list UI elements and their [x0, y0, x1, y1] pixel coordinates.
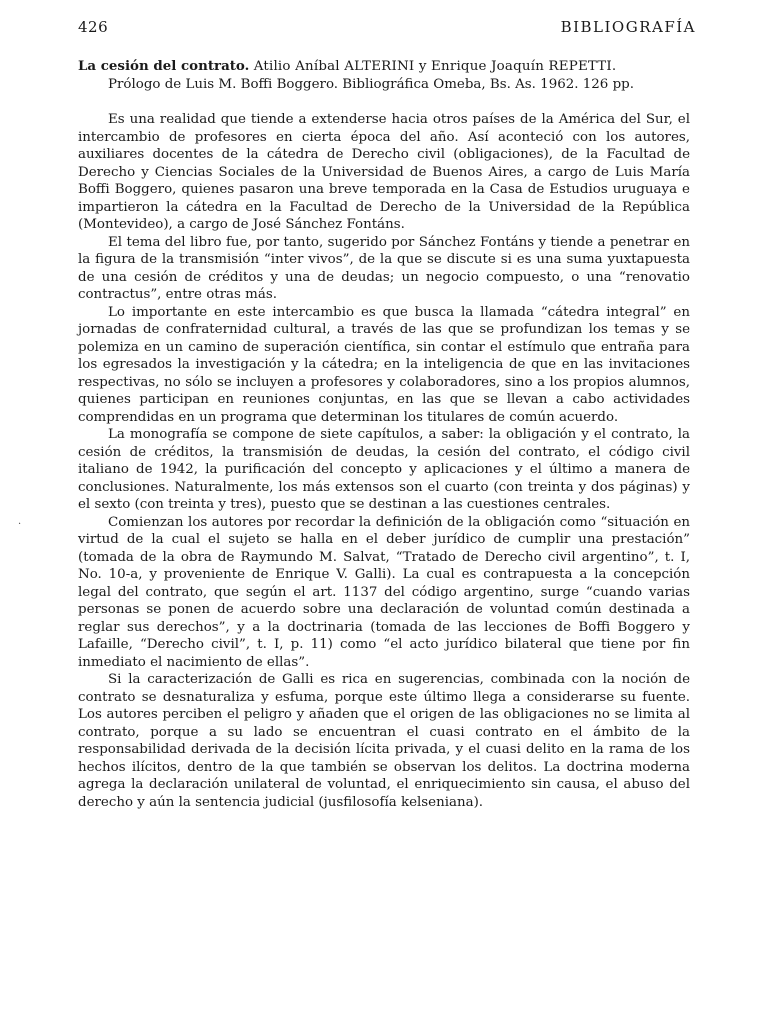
paragraph: El tema del libro fue, por tanto, sugerido por Sánchez Fontáns y tiende a penetrar en la figura de la transmisión “inter vivos”, de la que se discute si es una suma yuxtapuesta de una cesión de créditos y una de deudas; un negocio compuesto, o una “renovatio contractus”, entre otras más. [78, 234, 690, 302]
book-publication: Prólogo de Luis M. Boffi Boggero. Bibliográfica Omeba, Bs. As. 1962. 126 pp. [108, 76, 634, 92]
review-body [78, 111, 690, 811]
paragraph: Si la caracterización de Galli es rica en sugerencias, combinada con la noción de contrato se desnaturaliza y esfuma, porque este último llega a considerarse su fuente. Los autores perciben el peligro y añaden que el origen de las obligaciones no se limita al contrato, porque a su lado se encuentran el cuasi contrato en el ámbito de la responsabilidad derivada de la decisión lícita privada, y el cuasi delito en la rama de los hechos ilícitos, dentro de la que también se observan los delitos. La doctrina moderna agrega la declaración unilateral de voluntad, el enriquecimiento sin causa, el abuso del derecho y aún la sentencia judicial (jusfilosofía kelseniana). [78, 672, 690, 810]
paragraph: Es una realidad que tiende a extenderse hacia otros países de la América del Sur, el intercambio de profesores en cierta época del año. Así aconteció con los autores, auxiliares docentes de la cátedra de Derecho civil (obligaciones), de la Facultad de Derecho y Ciencias Sociales de la Universidad de Buenos Aires, a cargo de Luis María Boffi Boggero, quienes pasaron una breve temporada en la Casa de Estudios uruguaya e impartieron la cátedra en la Facultad de Derecho de la Universidad de la República (Montevideo), a cargo de José Sánchez Fontáns. [78, 112, 690, 232]
book-title: La cesión del contrato. [78, 58, 250, 74]
margin-mark: · [18, 519, 22, 530]
book-citation [78, 58, 690, 93]
page-number: 426 [78, 18, 109, 36]
paragraph: Comienzan los autores por recordar la definición de la obligación como “situación en virtud de la cual el sujeto se halla en el deber jurídico de cumplir una prestación” (tomada de la obra de Raymundo M. Salvat, “Tratado de Derecho civil argentino”, t. I, No. 10-a, y proveniente de Enrique V. Galli). La cual es contrapuesta a la concepción legal del contrato, que según el art. 1137 del código argentino, surge “cuando varias personas se ponen de acuerdo sobre una declaración de voluntad común destinada a reglar sus derechos”, y a la doctrinaria (tomada de las lecciones de Boffi Boggero y Lafaille, “Derecho civil”, t. I, p. 11) como “el acto jurídico bilateral que tiene por fin inmediato el nacimiento de ellas”. [78, 514, 690, 670]
paragraph: Lo importante en este intercambio es que busca la llamada “cátedra integral” en jornadas de confraternidad cultural, a través de las que se profundizan los temas y se polemiza en un camino de superación científica, sin contar el estímulo que entraña para los egresados la investigación y la cátedra; en la inteligencia de que en las invitaciones respectivas, no sólo se incluyen a profesores y colaboradores, sino a los propios alumnos, quienes participan en reuniones conjuntas, en las que se llevan a cabo actividades comprendidas en un programa que determinan los titulares de común acuerdo. [78, 304, 690, 425]
book-authors: Atilio Aníbal ALTERINI y Enrique Joaquín REPETTI. [249, 59, 617, 74]
paragraph: La monografía se compone de siete capítulos, a saber: la obligación y el contrato, la cesión de créditos, la transmisión de deudas, la cesión del contrato, el código civil italiano de 1942, la purificación del concepto y aplicaciones y el último a manera de conclusiones. Naturalmente, los más extensos son el cuarto (con treinta y dos páginas) y el sexto (con treinta y tres), puesto que se destinan a las cuestiones centrales. [78, 427, 690, 512]
review-content [78, 58, 690, 811]
running-head: BIBLIOGRAFÍA [560, 18, 696, 36]
page-header [78, 18, 696, 42]
